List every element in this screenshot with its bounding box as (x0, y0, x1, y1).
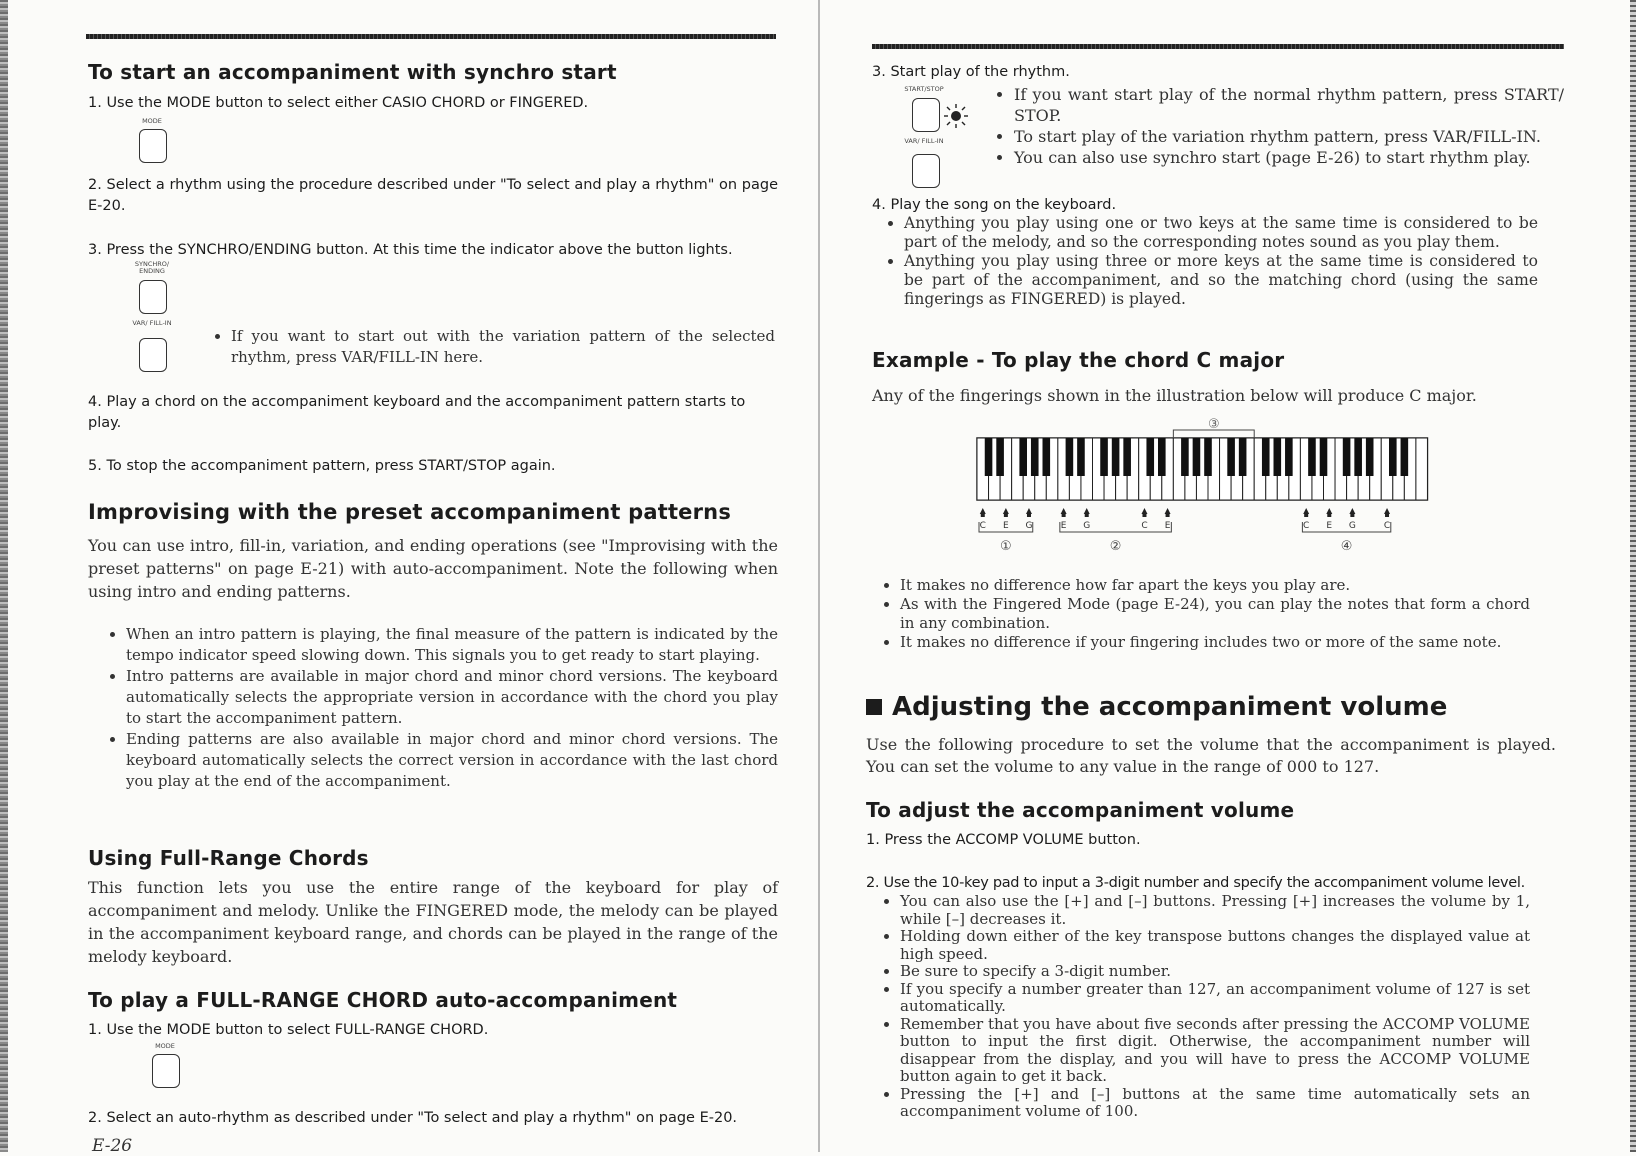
black-key (1066, 438, 1074, 476)
finger-arrow-stem (981, 513, 985, 517)
fingering-marker: ① (1000, 539, 1012, 554)
note-label: C (979, 521, 986, 531)
step-4-bullets (888, 214, 1538, 309)
step-3-bullet: • To start play of the variation rhythm pattern, press VAR/FILL-IN. (1014, 126, 1564, 147)
black-key (1239, 438, 1247, 476)
var-fill-in-button[interactable] (139, 338, 167, 372)
black-key (1285, 438, 1293, 476)
step-2: 2. Select a rhythm using the procedure described under "To select and play a rhythm" on page E-20. (88, 177, 778, 214)
keyboard-note: • It makes no difference how far apart the keys you play are. (900, 576, 1530, 595)
black-key (996, 438, 1004, 476)
finger-arrow-stem (1385, 513, 1389, 517)
top-rule-right (872, 44, 1564, 49)
step-3-bullet: • You can also use synchro start (page E-26) to start rhythm play. (1014, 147, 1564, 168)
black-key (1401, 438, 1409, 476)
improvising-bullet: • Intro patterns are available in major chord and minor chord versions. The keyboard automatically selects the appropriate version in accordance with the chord you play to start the accompaniment pattern. (126, 666, 778, 729)
synchro-ending-button[interactable] (139, 280, 167, 314)
adjust-volume-subtitle: To adjust the accompaniment volume (866, 798, 1295, 822)
adjust-bullet: • Remember that you have about five seconds after pressing the ACCOMP VOLUME button to input the first digit. Otherwise, the accompaniment number will disappear from the display, and you will have to press the ACCOMP VOLUME button again to get it back. (900, 1016, 1530, 1086)
step-4: 4. Play a chord on the accompaniment keyboard and the accompaniment pattern starts to play. (88, 394, 746, 431)
keyboard-note: • It makes no difference if your fingering includes two or more of the same note. (900, 633, 1530, 652)
finger-arrow-stem (1166, 513, 1170, 517)
section-title-synchro-start: To start an accompaniment with synchro start (88, 60, 617, 84)
note-label: E (1164, 521, 1171, 531)
step-4-bullet: • Anything you play using three or more keys at the same time is considered to be part of the accompaniment, and so the matching chord (using the same fingerings as FINGERED) is played. (904, 252, 1538, 309)
page-gutter (818, 0, 820, 1152)
black-key (1123, 438, 1131, 476)
finger-arrow-stem (1004, 513, 1008, 517)
mode-button-label-2: MODE (155, 1042, 175, 1050)
adjust-bullet: • Holding down either of the key transpose buttons changes the displayed value at high speed. (900, 928, 1530, 963)
finger-arrow-stem (1027, 513, 1031, 517)
keyboard-note: • As with the Fingered Mode (page E-24), you can play the notes that form a chord in any combination. (900, 595, 1530, 633)
black-key (1158, 438, 1166, 476)
adjust-step-2: 2. Use the 10-key pad to input a 3-digit number and specify the accompaniment volume level. (866, 875, 1525, 891)
adjust-step-1: 1. Press the ACCOMP VOLUME button. (866, 832, 1141, 848)
top-rule-left (86, 34, 776, 39)
improvising-body: You can use intro, fill-in, variation, and ending operations (see "Improvising with the preset patterns" on page E-21) with auto-accompaniment. Note the following when using intro and ending patterns. (88, 536, 778, 601)
keyboard-notes-bullets (884, 576, 1530, 652)
adjust-bullet: • You can also use the [+] and [–] buttons. Pressing [+] increases the volume by 1, while [–] decreases it. (900, 893, 1530, 928)
note-label: G (1025, 521, 1033, 531)
black-key (1204, 438, 1212, 476)
right-step-4: 4. Play the song on the keyboard. (872, 197, 1117, 213)
var-fill-in-button-label-right: VAR/ FILL-IN (904, 137, 944, 145)
improvising-bullet: • When an intro pattern is playing, the final measure of the pattern is indicated by the tempo indicator speed slowing down. This signals you to get ready to start playing. (126, 624, 778, 666)
adjust-bullet: • Be sure to specify a 3-digit number. (900, 963, 1530, 981)
black-key (1366, 438, 1374, 476)
scan-edge-right (1630, 0, 1636, 1152)
finger-arrow-stem (1350, 513, 1354, 517)
note-label: G (1083, 521, 1091, 531)
step-1: 1. Use the MODE button to select either CASIO CHORD or FINGERED. (88, 95, 589, 111)
keyboard-illustration (975, 418, 1555, 570)
fingering-marker: ④ (1340, 539, 1353, 554)
black-key (1274, 438, 1282, 476)
black-key (1308, 438, 1316, 476)
step-3-bullet: • If you want start play of the normal rhythm pattern, press START/ STOP. (1014, 84, 1564, 126)
finger-arrow-stem (1327, 513, 1331, 517)
finger-arrow-stem (1304, 513, 1308, 517)
var-fill-in-button-right[interactable] (912, 154, 940, 188)
black-key (1146, 438, 1154, 476)
note-label: C (1303, 521, 1310, 531)
adjusting-volume-heading (866, 692, 1447, 722)
black-key (1354, 438, 1362, 476)
example-body: Any of the fingerings shown in the illustration below will produce C major. (872, 386, 1477, 405)
note-label: E (1003, 521, 1009, 531)
right-step-3: 3. Start play of the rhythm. (872, 64, 1070, 80)
start-stop-button-label: START/STOP (904, 85, 944, 93)
var-note (215, 326, 775, 368)
full-range-step-1: 1. Use the MODE button to select FULL-RANGE CHORD. (88, 1022, 489, 1038)
example-title: Example - To play the chord C major (872, 348, 1285, 372)
black-key (1389, 438, 1397, 476)
step-4-bullet: • Anything you play using one or two keys at the same time is considered to be part of the melody, and so the corresponding notes sound as you play them. (904, 214, 1538, 252)
improvising-bullets (110, 624, 778, 792)
note-label: E (1060, 521, 1067, 531)
full-range-step-2: 2. Select an auto-rhythm as described under "To select and play a rhythm" on page E-20. (88, 1110, 738, 1126)
white-key (1416, 438, 1428, 500)
fingering-marker: ③ (1207, 418, 1220, 432)
black-key (1320, 438, 1328, 476)
black-key (1193, 438, 1201, 476)
adjusting-volume-body: Use the following procedure to set the volume that the accompaniment is played. You can set the volume to any value in the range of 000 to 127. (866, 735, 1556, 776)
improvising-bullet: • Ending patterns are also available in major chord and minor chord versions. The keyboard automatically selects the correct version in accordance with the last chord you play at the end of the accompaniment. (126, 729, 778, 792)
fingering-marker: ② (1109, 539, 1122, 554)
mode-button-2[interactable] (152, 1054, 180, 1088)
adjusting-volume-title: Adjusting the accompaniment volume (892, 692, 1448, 722)
section-title-full-range-chord: To play a FULL-RANGE CHORD auto-accompaniment (88, 988, 678, 1012)
section-title-full-range: Using Full-Range Chords (88, 846, 369, 870)
adjust-bullet: • Pressing the [+] and [–] buttons at the same time automatically sets an accompaniment volume of 100. (900, 1086, 1530, 1121)
note-label: E (1326, 521, 1333, 531)
full-range-body: This function lets you use the entire range of the keyboard for play of accompaniment and melody. Unlike the FINGERED mode, the melody can be played in the accompaniment keyboard range, and chords can be played in the range of the melody keyboard. (88, 878, 778, 966)
black-key (1262, 438, 1270, 476)
black-key (1031, 438, 1039, 476)
note-label: C (1141, 521, 1148, 531)
black-key (1077, 438, 1085, 476)
heading-square-icon (866, 699, 882, 715)
black-key (1112, 438, 1120, 476)
page-number: E-26 (92, 1136, 133, 1156)
mode-button-label: MODE (142, 117, 162, 125)
adjust-bullet: • If you specify a number greater than 127, an accompaniment volume of 127 is set automatically. (900, 981, 1530, 1016)
mode-button[interactable] (139, 129, 167, 163)
start-stop-button[interactable] (912, 98, 940, 132)
var-fill-in-button-label: VAR/ FILL-IN (132, 319, 172, 327)
var-note-text: • If you want to start out with the variation pattern of the selected rhythm, press VAR/FILL-IN here. (231, 326, 775, 368)
fingering-bracket (1302, 522, 1390, 532)
finger-arrow-stem (1085, 513, 1089, 517)
note-label: G (1348, 521, 1356, 531)
adjust-bullets (884, 893, 1530, 1121)
finger-arrow-stem (1062, 513, 1066, 517)
black-key (1227, 438, 1235, 476)
step-3-bullets (998, 84, 1564, 168)
fingering-bracket (1060, 522, 1172, 532)
section-title-improvising: Improvising with the preset accompaniment patterns (88, 500, 732, 524)
black-key (1100, 438, 1108, 476)
black-key (1343, 438, 1351, 476)
black-key (1043, 438, 1051, 476)
black-key (985, 438, 993, 476)
note-label: C (1383, 521, 1391, 531)
step-5: 5. To stop the accompaniment pattern, press START/STOP again. (88, 458, 556, 474)
indicator-light-icon (944, 104, 968, 128)
black-key (1181, 438, 1189, 476)
synchro-ending-button-label: SYNCHRO/ ENDING (134, 260, 170, 275)
black-key (1019, 438, 1027, 476)
step-3: 3. Press the SYNCHRO/ENDING button. At this time the indicator above the button lights. (88, 242, 733, 258)
finger-arrow-stem (1142, 513, 1146, 517)
scan-edge-left (0, 0, 8, 1152)
